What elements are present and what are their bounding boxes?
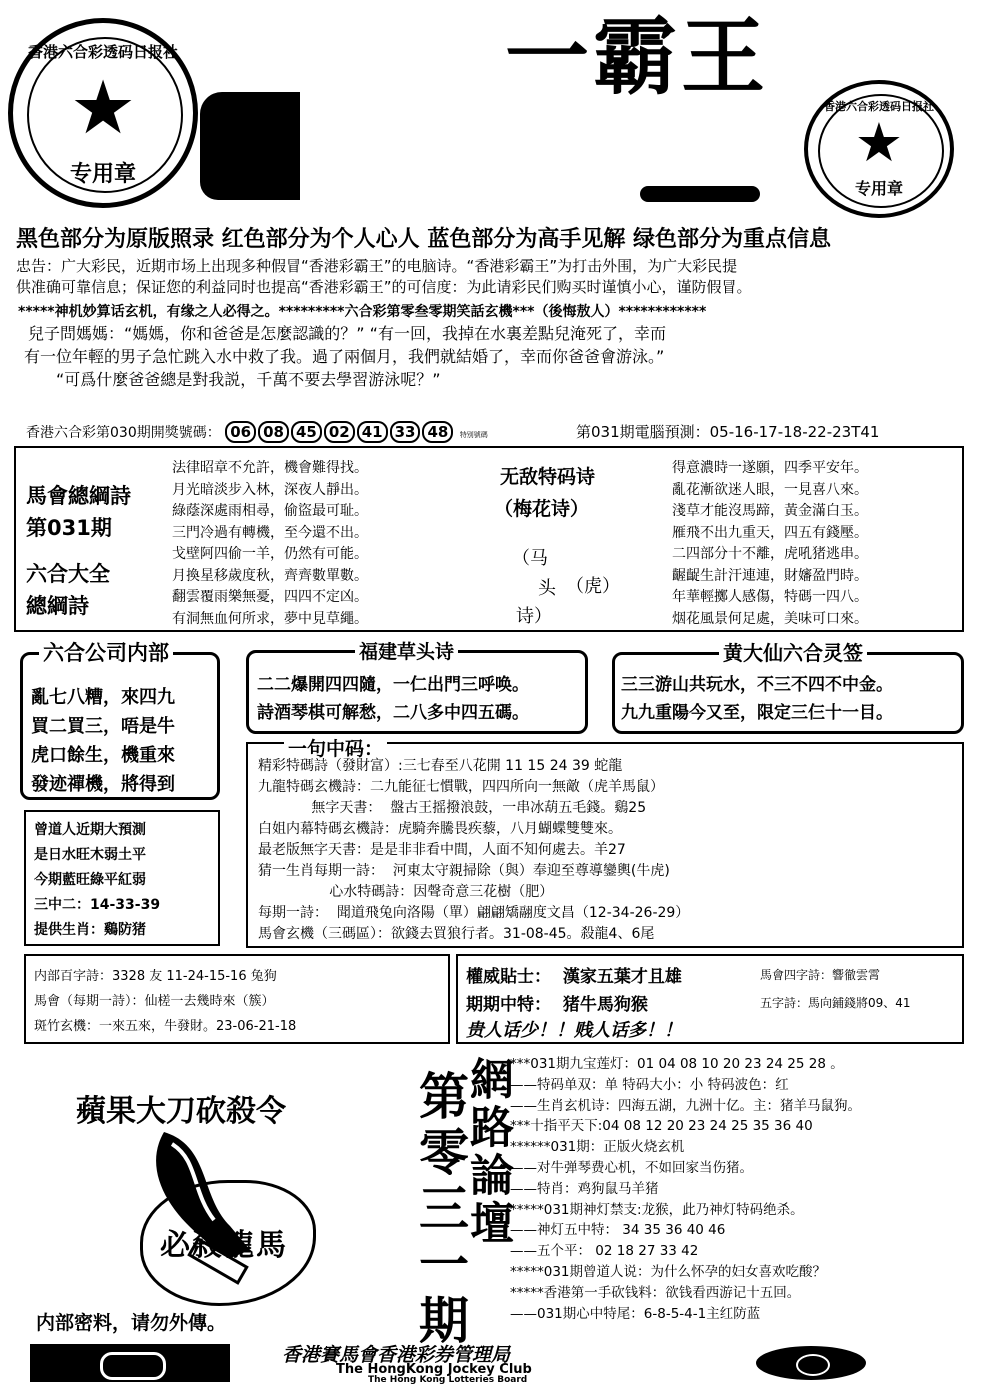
- poem-title-4: 總綱詩: [26, 594, 89, 618]
- poem-line: 戈壁阿四偷一羊，仍然有可能。: [172, 546, 368, 562]
- poem-line: 綠蔭深處雨相尋，偷盜最可耻。: [172, 503, 368, 519]
- poem-line: 月換星移歲度秋，齊齊數單數。: [172, 567, 368, 584]
- company-line: 發迹禪機，將得到: [31, 774, 175, 795]
- fujian-title: 福建草头诗: [355, 637, 458, 664]
- authority-slogan: 贵人话少！！贱人话多！！: [466, 1020, 682, 1041]
- company-inside-box: [20, 641, 220, 800]
- forum-line: ——五个平： 02 18 27 33 42: [510, 1243, 699, 1260]
- one-line-item: 九龍特碼玄機詩：二九能征七慣戰，四四所向一無敵（虎羊馬鼠）: [258, 779, 664, 795]
- poem-line: 得意濃時一遂願，四季平安年。: [672, 460, 868, 476]
- seal-stamp-left: [8, 18, 198, 208]
- one-line-item: 每期一詩： 聞道飛兔向洛陽（單）翩翩矯翮度文昌（12-34-26-29）: [258, 905, 690, 921]
- company-line: 買二買三，唔是牛: [31, 716, 175, 737]
- one-line-code-box: [246, 738, 964, 948]
- footer-en-1: The HongKong Jockey Club: [336, 1362, 532, 1377]
- one-line-item: 白姐内幕特碼玄機詩：虎騎奔騰畏疾藜，八月蝴蝶雙雙來。: [258, 821, 622, 837]
- seal-stamp-right: [804, 80, 954, 218]
- star-icon: ★: [854, 111, 904, 174]
- footer-logo-left-mark: [100, 1352, 166, 1380]
- authority-tips-box: [456, 954, 964, 1044]
- poem-line: 月光暗淡步入林，深夜人靜出。: [172, 481, 368, 498]
- draw-ball: 41: [357, 421, 388, 443]
- draw-ball: 45: [291, 421, 322, 443]
- company-line: 虎口餘生，機重來: [31, 745, 175, 766]
- huang-daxian-box: [612, 641, 964, 734]
- authority-line-2: 期期中特： 猪牛馬狗猴: [466, 995, 648, 1015]
- masthead-title: 一霸王: [505, 7, 770, 106]
- footer-logo-right: [756, 1346, 866, 1380]
- huang-line: 三三游山共玩水，不三不四不中金。: [621, 675, 893, 695]
- draw-ball: 48: [422, 421, 453, 443]
- forum-line: ******031期：正版火烧玄机: [510, 1139, 685, 1156]
- star-icon: ★: [69, 65, 137, 151]
- draw-ball: 08: [258, 421, 289, 443]
- computer-prediction: 第031期電腦預測：05-16-17-18-22-23T41: [576, 423, 880, 441]
- forum-line: ——对牛弹琴费心机，不如回家当伤猪。: [510, 1159, 753, 1176]
- draw-row: [26, 421, 488, 446]
- seal-ring-text: 香港六合彩透码日报社: [27, 43, 178, 61]
- poem-mid-hu: （虎）: [566, 576, 620, 597]
- zeng-prediction-box: [24, 810, 220, 946]
- one-line-item: 心水特碼詩：因聲奇意三花樹（肥）: [258, 884, 554, 900]
- color-legend: 黑色部分为原版照录 红色部分为个人心人 蓝色部分为高手见解 绿色部分为重点信息: [16, 227, 831, 252]
- fujian-line: 詩酒琴棋可解愁，二八多中四五碼。: [257, 703, 529, 723]
- authority-five-char: 五字詩：馬向鋪錢將09、41: [760, 996, 911, 1010]
- forum-line: ——神灯五中特： 34 35 36 40 46: [510, 1222, 726, 1239]
- draw-label: 香港六合彩第030期開獎號碼：: [26, 425, 221, 441]
- footer-cn: 香港賽馬會香港彩券管理局: [282, 1344, 511, 1366]
- one-line-item: 馬會玄機（三碼區）：欲錢去買狼行者。31-08-45。殺龍4、6尾: [258, 926, 655, 942]
- joke-line-2: 有一位年輕的男子急忙跳入水中救了我。過了兩個月，我們就結婚了，幸而你爸爸會游泳。”: [24, 347, 665, 366]
- poem-line: 有洞無血何所求，夢中見草繩。: [172, 610, 368, 627]
- company-line: 亂七八糟，來四九: [31, 687, 175, 708]
- special-number-mark: 特別號碼: [459, 431, 488, 439]
- internal-secret: 内部密料，请勿外傳。: [36, 1312, 227, 1334]
- fujian-line: 二二爆開四四隨，一仁出門三呼唤。: [257, 675, 529, 695]
- poem-title-2: 第031期: [26, 516, 112, 540]
- zeng-line: 三中二：14-33-39: [34, 897, 161, 913]
- poem-col-2: [672, 458, 868, 630]
- poem-line: 三門冷過有轉機，至今還不出。: [172, 524, 368, 541]
- poem-line: 法律昭章不允許，機會難得找。: [172, 460, 368, 476]
- footer-logo-left: [30, 1344, 230, 1382]
- forum-line: *****031期神灯禁支:龙猴，此乃神灯特码绝杀。: [510, 1201, 804, 1218]
- poem-line: 烟花風景何足處，美味可口來。: [672, 610, 868, 627]
- poem-line: 齷齪生計汗連連，財嬸盈門時。: [672, 567, 868, 584]
- joke-line-3: “可爲什麼爸爸總是對我説，千萬不要去學習游泳呢？”: [56, 370, 441, 389]
- footer-en-2: The Hong Kong Lotteries Board: [368, 1375, 528, 1385]
- one-line-item: 精彩特碼詩（發財富）:三七春至八花開 11 15 24 39 蛇龍: [258, 758, 623, 774]
- fujian-poem-box: [246, 641, 588, 734]
- warning-line-2: 供准确可靠信息；保证您的利益同时也提高“香港彩霸王”的可信度：为此请彩民们购买时谨慎小心，谨防假冒。: [16, 278, 752, 296]
- seal-label: 专用章: [69, 162, 136, 187]
- forum-line: ——特码单双：单 特码大小：小 特码波色：红: [510, 1076, 789, 1093]
- one-line-item: 最老版無字天書：是是非非看中間，人面不知何處去。羊27: [258, 842, 626, 858]
- poem-mid-shi: 诗）: [516, 606, 552, 627]
- one-line-item: 猜一生肖每期一詩： 河東太守親掃除（與）奉迎至尊導鑾輿(牛虎): [258, 863, 670, 879]
- poem-line: 年華輕擲人感傷，特碼一四八。: [672, 589, 868, 605]
- huang-title: 黄大仙六合灵签: [719, 637, 867, 666]
- authority-line-1: 權威貼士： 漢家五葉才且雄: [466, 967, 682, 987]
- forum-line: ***十指平天下:04 08 12 20 23 24 25 35 36 40: [510, 1118, 813, 1135]
- forum-line: *****香港第一手砍钱料：欲钱看西游记十五回。: [510, 1284, 801, 1301]
- kill-logo: [140, 1180, 310, 1300]
- poem-mid-ma: （马: [512, 548, 548, 569]
- warning-line-1: 忠告：广大彩民，近期市场上出现多种假冒“香港彩霸王”的电脑诗。“香港彩霸王”为打击外围，为广大彩民提: [16, 257, 738, 275]
- baizi-line: 内部百字詩：3328 友 11-24-15-16 兔狗: [34, 969, 277, 984]
- one-line-item: 無字天書： 盤古王摇撥浪鼓，一串冰葫五毛錢。鷄25: [258, 800, 647, 816]
- poem-title-1: 馬會總綱詩: [26, 484, 131, 508]
- seal-label: 专用章: [854, 179, 903, 198]
- poem-box: [14, 446, 964, 632]
- huang-line: 九九重陽今又至，限定三仨十一目。: [621, 703, 893, 723]
- apple-knife-title: 蘋果大刀砍殺令: [76, 1094, 286, 1129]
- title-underline-bar: [640, 186, 760, 202]
- poem-line: 二四部分十不離，虎吼猪逃串。: [672, 546, 868, 562]
- poem-line: 淺草才能沒馬蹄，黃金滿白玉。: [672, 503, 868, 519]
- poem-mid-tou: 头: [538, 578, 556, 599]
- one-line-title: 一句中码：: [284, 734, 387, 761]
- forum-line: ——生肖玄机诗：四海五湖，九洲十亿。主：猪羊马鼠狗。: [510, 1097, 861, 1114]
- forum-vertical-period: 第零三一期: [411, 1070, 469, 1350]
- poem-line: 翻雲覆雨樂無憂，四四不定凶。: [172, 589, 368, 605]
- footer-logo-right-mark: [796, 1354, 830, 1376]
- baizi-line: 斑竹玄機：一來五來，牛發財。23-06-21-18: [34, 1019, 297, 1034]
- poem-line: 亂花漸欲迷人眼，一見喜八來。: [672, 481, 868, 498]
- draw-ball: 06: [225, 421, 256, 443]
- zeng-title: 曾道人近期大預測: [34, 822, 146, 838]
- poem-col-1: [172, 458, 368, 630]
- forum-line: ——031期心中特尾：6-8-5-4-1主红防蓝: [510, 1305, 761, 1322]
- draw-ball: 33: [390, 421, 421, 443]
- title-redaction: [300, 30, 520, 212]
- hundred-char-box: [24, 954, 450, 1044]
- forum-line: ——特肖：鸡狗鼠马羊猪: [510, 1180, 659, 1197]
- forum-line: *****031期曾道人说：为什么怀孕的妇女喜欢吃酸？: [510, 1263, 827, 1280]
- zeng-line: 今期藍旺綠平紅弱: [34, 872, 146, 888]
- forum-lines: [510, 1054, 861, 1324]
- seal-ring-text: 香港六合彩透码日报社: [824, 100, 934, 113]
- poem-line: 雁飛不出九重天，四五有錢壓。: [672, 524, 868, 541]
- poem-mid-title-2: （梅花诗）: [494, 498, 590, 520]
- joke-header: *****神机妙算话玄机，有缘之人必得之。*********六合彩第零叁零期笑話玄機***（後悔敖人）************: [18, 304, 707, 320]
- zeng-line: 是日水旺木弱土平: [34, 847, 146, 863]
- draw-ball: 02: [324, 421, 355, 443]
- forum-vertical-title: 網路論壇: [462, 1056, 513, 1248]
- kill-logo-text: 必殺龍馬: [160, 1228, 288, 1263]
- forum-line: ***031期九宝莲灯：01 04 08 10 20 23 24 25 28 。: [510, 1056, 844, 1072]
- poem-mid-title-1: 无敌特码诗: [500, 466, 596, 488]
- zeng-line: 提供生肖：鷄防猪: [34, 922, 146, 938]
- company-title: 六合公司内部: [39, 637, 173, 667]
- joke-line-1: 兒子問媽媽：“媽媽，你和爸爸是怎麼認識的？” “有一回，我掉在水裏差點兒淹死了，幸而: [28, 324, 666, 343]
- poem-title-3: 六合大全: [26, 562, 110, 586]
- authority-four-char: 馬會四字詩：響徹雲霄: [760, 968, 881, 982]
- baizi-line: 馬會（每期一詩）：仙槎一去幾時來（簇）: [34, 994, 275, 1009]
